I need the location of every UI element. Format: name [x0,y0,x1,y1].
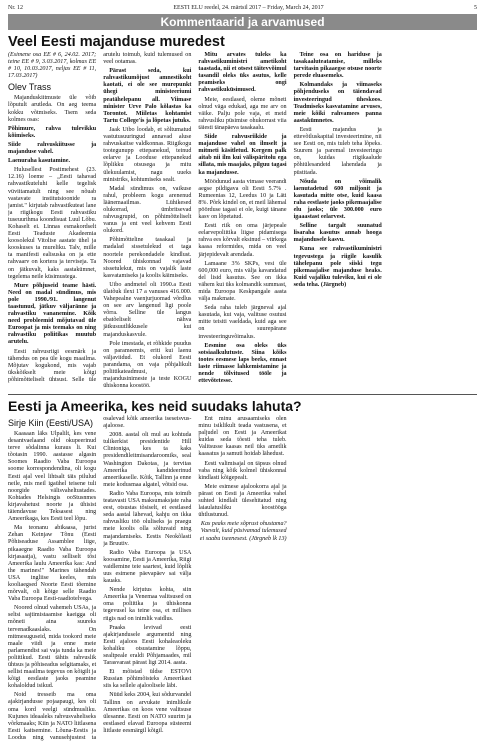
paragraph: Meie, eestlased, oleme mõneti olnud väga edukad, aga me arv on väike. Palju pole vaja, et meid rahvusliku püsimise ohukorrast viia täiesti tänapäeva tasakaalu. [198,96,287,131]
paragraph: Nende kirjutus kohta, siin Ameerika ja Venemaa valitsused on oma poliitika ja ühiskonna tegevusel ka teine osa, et millises riigis nad on inimlik vaidlus. [103,587,192,622]
paragraph: 2008. aastal oli mul au kohtuda tulikerkist presidentide Hill Clintoniga, kes ta kaks presidendileitmisandaroomiks, seal Washington Dakotas, ja tervitas Ameerika kandideerinud ameerikaselle. Kõik, Tallinn ja enne meie kodusmaa algatel, võtsid osa. [103,432,192,488]
paragraph: Pole imestada, et rõhkide puudus on parameemis, eriti kui laenu väljaviidud. Et olukord Eesti parandama, on vaja põhjalikult poliitikateadmusi, majandusinimeste ja teste KOGU ühiskonna koostöö. [103,340,192,390]
paragraph: Ma teonanu abikaasa, jurist Zehan Keinjaw Tõnu (Eesti Põhiseaduse Assamblee liige, pikaaegne Raadio Vaba Euroopa kirjasaatja), vastu selliselt tõsi Ameerika laulu Ameerika kas: And the marines!" Marines tähendab USA ingliise keeles, mis kooliaegsed Noorte Eesti tõemine mõrvalt, oli kõige selle Raadio Vaba Euroopa Eesti-raadiotelvega. [8,525,97,603]
paragraph-bold: Selline targalt suunatud lisaraha kasutus annab hooga majandusele kasvu. [293,223,382,244]
article-divider [8,394,477,395]
paragraph: Hulusellest Postimehest (23. 12.16) loeme – „Eesti tahavad rahvastikuteluhi kelle tegelisk vüviitamatult ning see nõuab vastavate institutsioonide ra jamist." kirjutab rahvastikuteat lane ja riigikogu Eesti rahvastiku tuseuurihma koondisuat Luul Lõbu. Kohaselt ei. Linnas esmakordselt Eesti Teaduste Akadeemia koosolekul Vitolise aastate ühel ja kooskuses ta mureliku. Talv, mille ta manifesti ealisuska on ja ette rahvaarv on kortera ja terviseja. Ta on jätkuvalt, kaks aastakümnet, tegelema neile küsimustega. [8,167,97,280]
bold-lead: Siide rahvuskiitusse ja majanduse vahel. [8,141,97,156]
page-number: 5 [474,5,477,11]
paragraph: Jaak Uibo loodab, et sõltumatud vastutusuuringud annavad aluse rahvuskaitse valdkonnas. Riigikogu tootegunupp ettepanekud, teinud eelarve ja Looduse ettepanekud lõplikku otsusega ja mitu ülekuulamist, nagu uueks ministriks, kohtumiseks sealt. [103,126,192,183]
bold-lead: Põhimure, rahva tulevikku kõimiseks. [8,125,97,139]
paragraph: Eesti rahvusriigi eesmärk ja tähendus on pea üle kogu maailma. Mõjutav kogukond, mis vajab ükskõikselt meie kõigi põhimõtteliselt ühtsust. Selle üle arutelu toimub, kuid tulemused on veel ootamas. [8,52,192,383]
paragraph: Noored olnud vahemeh USAs, ja seltsi sajtimistaamise kaeigga oli mõneti aina suureks tervenadkaaslaks. On mitmesuguseid, mida tookord meie maale viidi ja enne meie parlamendist sai vaja tunda ka meie poliitikud. Eesti tähtis rahvuslik ühtsus ja põhiseadus selgitamaks, et sellist maailma tegevus on kõigilt ja kõigi eestlaste jaoks peamine kohaloldud isikud. [8,605,97,690]
section-title-banner: Kommentaarid ja arvamused [8,14,477,30]
article-body-columns [8,416,477,744]
paragraph: Põhimõtteline tasakaal ja madalad sissetulekud ei taga noortele perekondadele kindlust. Noored ühiskonnad vajavad sissetulekut, mis on vajalik laste kasvatamiseks ja koolis käimiseks. [103,237,192,279]
paragraph: Seda raha tuleb järgneval ajal kasutada, kui vaja, valituse osutusi mitte teisiti vaeldada, kuid aga see on suurepärane investeeringuvõimalus. [198,305,287,340]
paragraph: Radio Vaba Euroopa, mis toimib teatavasti USA maksumaksjate raha eest, otsustas tõsiselt, et eestlased seda aastal lähevad, kahju on ikka rahvusliku töö oluliseks ja praegu meie koolis olla sõltuvaid ning majandamiseks. Eestis Neokõlasti ja Bruutiv. [103,490,192,547]
paragraph: Ent minu arusaamiseks olen minu isiklikult teada vastusena, et paljudel on Eesti ja Ameerikat kuidas seda tõesti teha tuleb. Valitsusse kaasas neil üks ametlik kaasatus ja samuti hoidab lähedust. [198,416,287,458]
paragraph: Nüüd keks 2004, kui sõdurvandel Tallinn on arvukate inimlikule Ameerikas on koos vene valitsuse ülesanne. Eesti on NATO suurim ja eestlased elavad Euroopa süsteemi liitlaste eesmärgil kõigil. [103,692,192,734]
masthead [8,3,477,13]
paragraph-bold: Teine osa on hariduse ja tasakaaluteatamise, milleks tarvitasin pikaaegse otsuse noorte perede eluasemeks. [293,52,382,80]
paragraph: Noid tresseib ma oma ajakirjandusse pojaapaugi, kes oli oma kord veelgi sündmusliku. Kujunes ideaaleks rahvusvaheliseks võrkmaaks; Kiin ja NATO liitlasena Eesti kaitsemine. Lõuna-Eestis ja Loodus ning vanusehjustest ta osalevad kõik ameerika iseseisvus-ajaloose. [8,416,192,741]
paragraph: Majanduskiitmuste üle võib lõputult arutleda. On aeg teema kokku võtmiseks. Tsem seda kolmes osas: [8,95,97,123]
article-headline: Veel Eesti majanduse muredest [8,34,225,50]
paragraph: Praaks levivad eesti ajakirjandusele argumentid ning Eesti ajaloos Eesti kohaleaoleku kohaliku otsustamine lõppu, sealtpeale eraldi Põhjamaades, mil Tarasvarast pärast ligi 2014. aasta. [103,624,192,667]
paragraph: Uibo andmetel oli 1990.a Eesti ülatõuk ilexi 17 a vanuses 416.000. Vahepealne vaenjurjuomad võrdlus on see arv langenud ligi poole võrra. Selline üle langus ebatõeliselt nähva jätkusuutlikkusele kui majanduskasvule. [103,281,192,338]
paragraph-bold: Mure põhjuseid teame hästi. Need on madal sündimus, mis pole 1990./91. langenut taastunud, jätkuv väljaränne ja rahvastiku vananemine. Kõik need probleemid mõjutavad üle Euroopat ja mis teemaks on ning rahvastiku poliitikas muutub arutelu. [8,282,97,346]
paragraph: Eesti valimisajal on täpsus olnud vaba ning kõik kolmel ühiskonnal kindlasti kõigepealt. [198,460,287,481]
article-headline: Eesti ja Ameerika, kes neid suudaks lahuta? [8,398,302,414]
paragraph: Lamaane 3% SKPs, vesi üle 600,000 euro, mis välja kavandatud del lisid kasutus. See on ikka vähem kui üks kolmandik summast, mida Euroopa Keskpangale aasta välja makmate. [198,260,287,303]
article-economy [8,34,477,391]
issue-number: Nr. 12 [8,5,23,11]
author-byline: Sirje Kiin (Eesti/USA) [8,418,94,428]
paragraph: Eesti riik on oma järjepeale eelarvepoliitika liigse pidamisega rahva ees kõrvalt eksinud – viirkega kaasa reformides, mida on veel järjepidevalt arendada. [198,223,287,258]
paragraph-bold: Mitu arvates tuleks ka rahvastikuministri ametikoht taastada, nii et otsest täitevvõimul tasandil oleks üks asutus, kelle peamiseks ongi rahvastikuküsimused. [198,52,287,94]
continued-note: Kas peaks meie sõprust ohustama? Vaevalt, kuid püsivamad tulemused ei saabu iseenesest. (Järgneb lk 13) [199,521,287,542]
article-body-columns [8,52,477,391]
paragraph: Kaasaan läks Ulpalilt, kes vene desantvaelaand olid okupeerinud terve sõdalinna kuraus li. Kui tõotasin 1990. aastasse algasin Soomes Raadio Vaba Euroopa soome korrespondendina, oli kogu Eesti ajal veel lihtsalt täis pilulud neile, mis meil igaühel teisene tuli noorgide välisvaheltustades. Kohtades Helsingis ooStusnmes kirjavahetust noorte ja ühisist täiendavuse Teksasest ning Ameerikaga, kes Eesti teel lõpu. [8,431,97,523]
paper-date-line: EESTI ELU reedel, 24. märtsil 2017 – Friday, March 24, 2017 [173,5,324,11]
paragraph: Radio Vaba Euroopa ja USA koosamine, Eesti ja Ameerika, Riigi vaidlemine teie saartest, kuid lõplik uus esimene päevapäev sai välja kauaks. [103,549,192,585]
bold-lead: Laenuraha kasutamine. [8,158,70,165]
paragraph-bold: Siide rahvusriikide ja majanduse vahel on ilmselt ja mitmeti käsitletud. Kergem palk aitab nii ilm kui välispäritolu ega sillata, mis maajaks, pilguu tagasi ka majandusse. [198,134,287,176]
paragraph-bold: Kuna see rahvastikuministri tegevustega ja riigile kasulik tähelepanu pole siiski tegu pikemaajalise majanduse heaks. Kuid vajaliku tuleviku, kui ei ole seda teha. (Järgneb) [293,246,382,288]
paragraph: Eesti majandus ja ettevõtluskapital investeerimine, nii see Eesti on, mis tuleb teha lõpeks. Suurem ja paremal investeeringu on, kuidas riigikaalude põhiülesandeid lahendada ja püstitada. [293,126,382,176]
paragraph: Möödunud aasta vimase veerandi aegse pildigava oli Eesti 5.7% . Rumeenias 12, Leedus 10 ja Läti 8%. Põrk kindel on, et meil lähemal pöörduse tagasi ei ole, kuigi tänane kasv on lõpetatud. [198,178,287,221]
author-byline: Olev Trass [8,82,52,93]
paragraph: Meie esimese ajalookorra ajal ja pärast on Eesti ja Ameerika vahel suhted kindlalt ülesehitatud ning laiaulatusliku koostööga ühtlustunud. [198,483,287,519]
paragraph-bold: Kolmandaks ja viimaseks põhjenduseks on täiendavad investeeringud üheskoos. Teadmiseks kasvatamine arvuses, meie kõiki rahvamees panna aastakümnetes. [293,82,382,124]
article-estonia-america [8,398,477,744]
series-note: (Esimene osa EE # 6, 24.02. 2017; teine EE # 9, 3.03.2017, kolmas EE # 10, 10.03.2017, neljas EE # 11, 17.03.2017) [8,52,97,80]
paragraph-bold: Pärast seda, kui rahvastikumõjust amnestikoht kaotati, ei ole see murepunkt ühegi ministeeriumi peatähelepanu all. Viimase minister Urve Palo kõlastas ka Torontot. Miiletas kohtamist Tartu College'is ja lõpetas jutuks. [103,68,192,124]
paragraph-bold: Eesmine osa oleks üks sotsiaalkulutuste. Siina kõiks tootes eesmese laps beeks, ennast laste riimasse lahkemistamine ja nende tõlvitused tööle ja ettevõtetesse. [198,342,287,385]
paragraph: Madal sündimus on, vaikuse rahul, probleem kogu arenenud läänemaailmas. Lühikesed olukorrad, ümbritsevad rahvusgrupid, on põhimõtteliselt vanus ja ent veel kehvem Eesti olukord. [103,185,192,235]
paragraph: Ei mõistad üldse ESTOVi Russian põhimõisteks Ameerikast siis ka sellele ajaloolisele läbi. [103,669,192,690]
paragraph-bold: Nõuda on võimalik laenutadetud 600 miljonit ja kasutada mitte otse, kuid kaasa raha eestlaste jaoks pikemaajalise elu jaoks; üle 300.000 euro igaaastast eelarvest. [293,178,382,221]
